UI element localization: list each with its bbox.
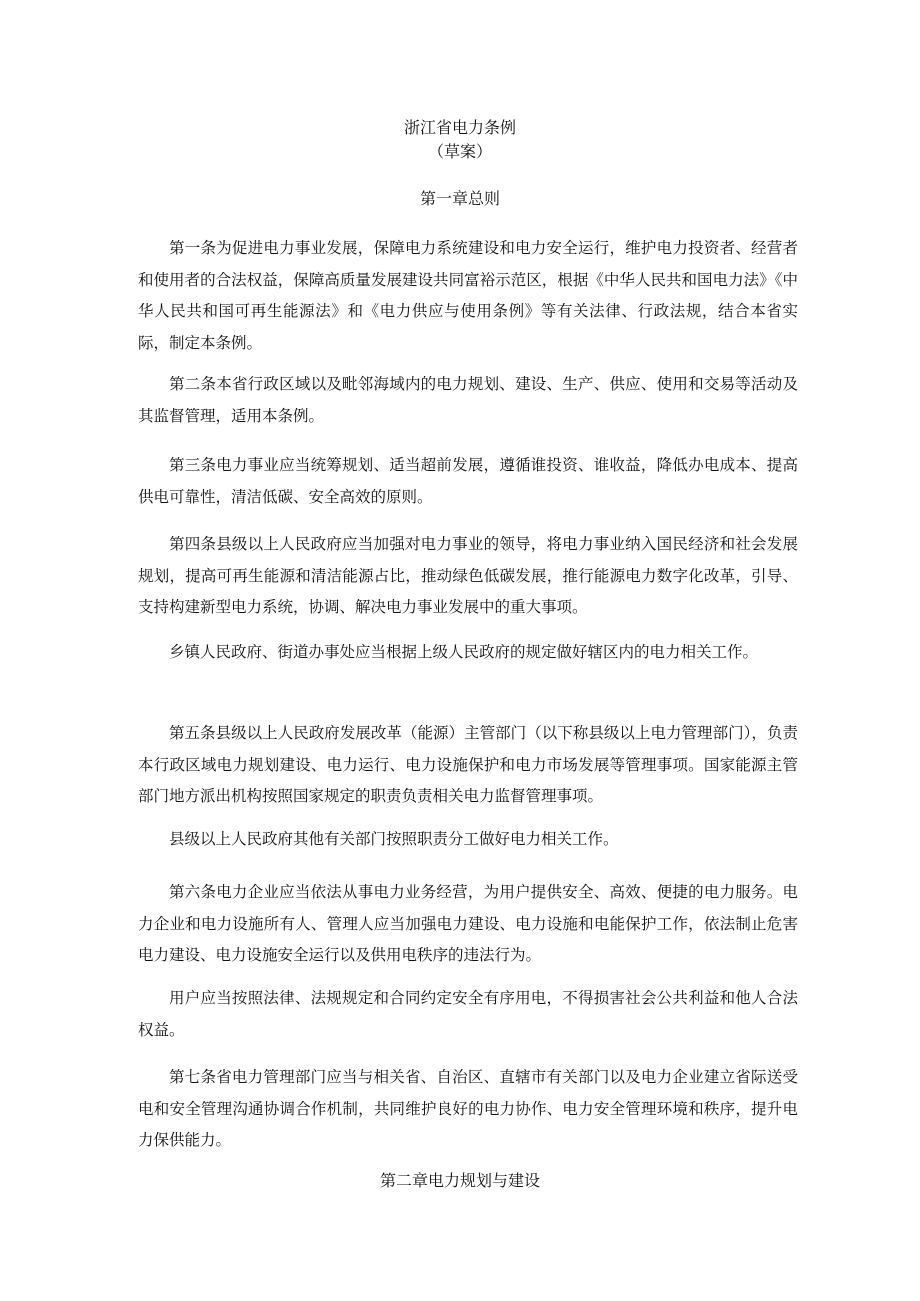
document-subtitle: （草案） bbox=[427, 142, 492, 161]
article-paragraph: 县级以上人民政府其他有关部门按照职责分工做好电力相关工作。 bbox=[169, 830, 619, 848]
article-paragraph: 第四条县级以上人民政府应当加强对电力事业的领导，将电力事业纳入国民经济和社会发展规划，提高可再生能源和清洁能源占比，推动绿色低碳发展，推行能源电力数字化改革，引导、支持构建新型电力系统，协调、解决电力事业发展中的重大事项。 bbox=[138, 535, 798, 616]
chapter-heading: 第二章电力规划与建设 bbox=[379, 1171, 540, 1190]
article-paragraph: 第五条县级以上人民政府发展改革（能源）主管部门（以下称县级以上电力管理部门），负责本行政区域电力规划建设、电力运行、电力设施保护和电力市场发展等管理事项。国家能源主管部门地方派出机构按照国家规定的职责负责相关电力监督管理事项。 bbox=[138, 724, 798, 805]
article-paragraph: 第一条为促进电力事业发展，保障电力系统建设和电力安全运行，维护电力投资者、经营者和使用者的合法权益，保障高质量发展建设共同富裕示范区，根据《中华人民共和国电力法》《中华人民共和国可再生能源法》和《电力供应与使用条例》等有关法律、行政法规，结合本省实际，制定本条例。 bbox=[138, 239, 798, 352]
article-paragraph: 第七条省电力管理部门应当与相关省、自治区、直辖市有关部门以及电力企业建立省际送受电和安全管理沟通协调合作机制，共同维护良好的电力协作、电力安全管理环境和秩序，提升电力保供能力。 bbox=[138, 1068, 798, 1149]
article-paragraph: 用户应当按照法律、法规规定和合同约定安全有序用电，不得损害社会公共利益和他人合法权益。 bbox=[138, 989, 798, 1039]
article-paragraph: 第六条电力企业应当依法从事电力业务经营，为用户提供安全、高效、便捷的电力服务。电力企业和电力设施所有人、管理人应当加强电力建设、电力设施和电能保护工作，依法制止危害电力建设、电力设施安全运行以及供用电秩序的违法行为。 bbox=[138, 883, 798, 964]
article-paragraph: 第二条本省行政区域以及毗邻海域内的电力规划、建设、生产、供应、使用和交易等活动及其监督管理，适用本条例。 bbox=[138, 375, 798, 425]
article-paragraph: 第三条电力事业应当统筹规划、适当超前发展，遵循谁投资、谁收益，降低办电成本、提高供电可靠性，清洁低碳、安全高效的原则。 bbox=[138, 456, 798, 506]
chapter-heading: 第一章总则 bbox=[419, 189, 500, 208]
document-title: 浙江省电力条例 bbox=[403, 118, 516, 137]
article-paragraph: 乡镇人民政府、街道办事处应当根据上级人民政府的规定做好辖区内的电力相关工作。 bbox=[169, 643, 759, 661]
